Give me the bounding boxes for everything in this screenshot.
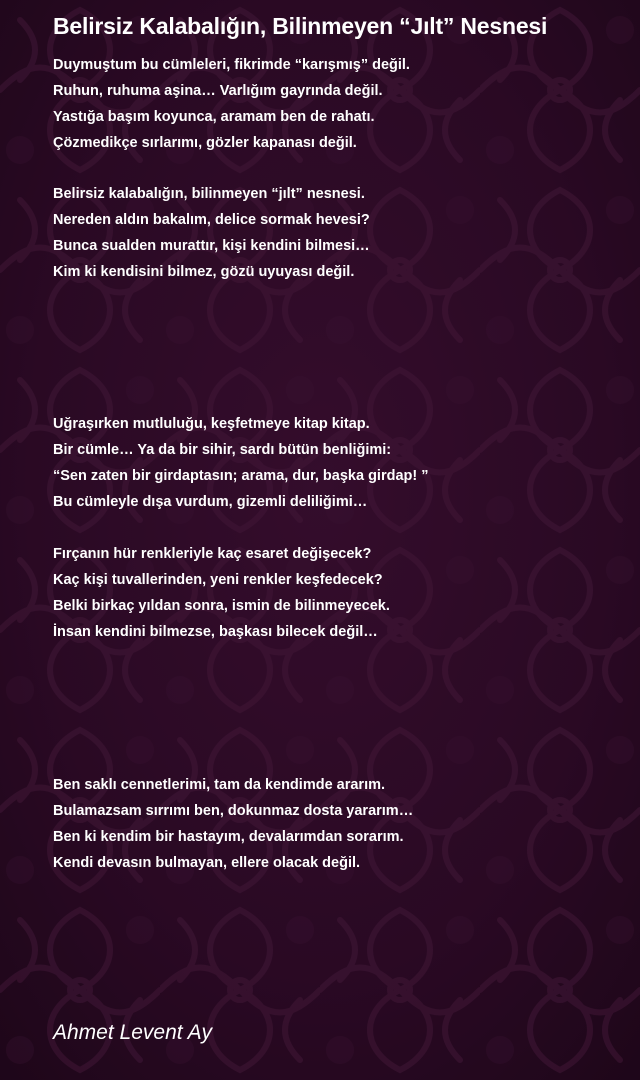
poem-line: Bu cümleyle dışa vurdum, gizemli deliliğimi… bbox=[53, 494, 368, 510]
poem-line: Kim ki kendisini bilmez, gözü uyuyası değil. bbox=[53, 264, 355, 280]
poem-line: Belirsiz kalabalığın, bilinmeyen “jılt” nesnesi. bbox=[53, 186, 365, 202]
stanza-4 bbox=[53, 541, 623, 645]
poem-line: Kendi devasın bulmayan, ellere olacak değil. bbox=[53, 855, 361, 871]
poem-author: Ahmet Levent Ay bbox=[53, 1021, 212, 1044]
poem-line: Kaç kişi tuvallerinden, yeni renkler keşfedecek? bbox=[53, 572, 383, 588]
poem-line: Duymuştum bu cümleleri, fikrimde “karışmış” değil. bbox=[53, 57, 410, 73]
stanza-5 bbox=[53, 772, 623, 876]
poem-line: Ruhun, ruhuma aşina… Varlığım gayrında değil. bbox=[53, 83, 383, 99]
poem-line: Yastığa başım koyunca, aramam ben de rahatı. bbox=[53, 109, 375, 125]
poem-line: Ben ki kendim bir hastayım, devalarımdan sorarım. bbox=[53, 829, 404, 845]
poem-line: Ben saklı cennetlerimi, tam da kendimde ararım. bbox=[53, 777, 386, 793]
poem-line: Fırçanın hür renkleriyle kaç esaret değişecek? bbox=[53, 546, 372, 562]
poem-title: Belirsiz Kalabalığın, Bilinmeyen “Jılt” Nesnesi bbox=[53, 13, 548, 39]
poem-line: Bulamazsam sırrımı ben, dokunmaz dosta yararım… bbox=[53, 803, 414, 819]
stanza-3 bbox=[53, 411, 623, 515]
poem-line: Nereden aldın bakalım, delice sormak hevesi? bbox=[53, 212, 370, 228]
poem-line: Bunca sualden murattır, kişi kendini bilmesi… bbox=[53, 238, 370, 254]
poem-line: Uğraşırken mutluluğu, keşfetmeye kitap kitap. bbox=[53, 416, 370, 432]
poem-line: Çözmedikçe sırlarımı, gözler kapanası değil. bbox=[53, 135, 357, 151]
poem-line: Bir cümle… Ya da bir sihir, sardı bütün benliğimi: bbox=[53, 442, 392, 458]
stanza-1 bbox=[53, 52, 623, 156]
poem-line: “Sen zaten bir girdaptasın; arama, dur, başka girdap! ” bbox=[53, 468, 429, 484]
stanza-2 bbox=[53, 181, 623, 285]
poem-line: Belki birkaç yıldan sonra, ismin de bilinmeyecek. bbox=[53, 598, 390, 614]
poem-line: İnsan kendini bilmezse, başkası bilecek değil… bbox=[53, 624, 378, 640]
